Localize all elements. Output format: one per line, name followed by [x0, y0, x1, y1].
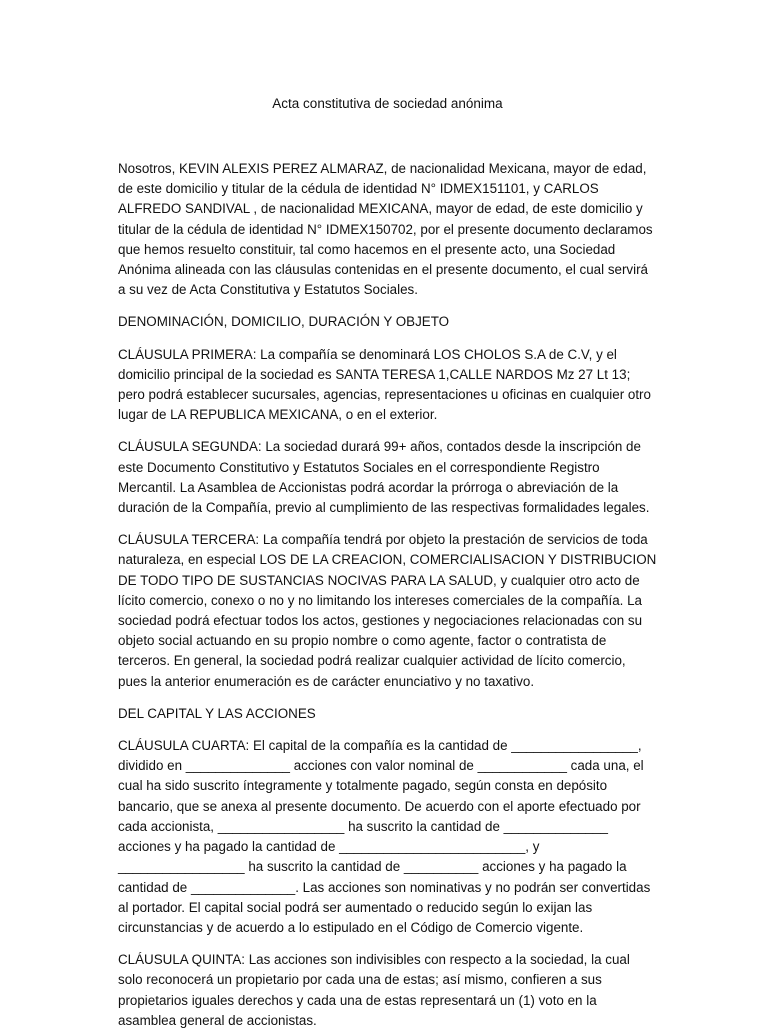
section-heading-denominacion: DENOMINACIÓN, DOMICILIO, DURACIÓN Y OBJETO	[118, 314, 450, 330]
document-title: Acta constitutiva de sociedad anónima	[272, 96, 503, 111]
clause-tercera: CLÁUSULA TERCERA: La compañía tendrá por objeto la prestación de servicios de toda naturaleza, en especial LOS DE LA CREACION, COMERCIALISACION Y DISTRIBUCION DE TODO TIPO DE SUSTANCIAS NOCIVAS PARA LA SALUD, y cualquier otro acto de lícito comercio, conexo o no y no limitando los intereses comerciales de la compañía. La sociedad podrá efectuar todos los actos, gestiones y negociaciones relacionadas con su objeto social actuando en su propio nombre o como agente, factor o contratista de terceros. En general, la sociedad podrá realizar cualquier actividad de lícito comercio, pues la anterior enumeración es de carácter enunciativo y no taxativo.	[118, 532, 657, 689]
clause-segunda: CLÁUSULA SEGUNDA: La sociedad durará 99+ años, contados desde la inscripción de este Documento Constitutivo y Estatutos Sociales en el correspondiente Registro Mercantil. La Asamblea de Accionistas podrá acordar la prórroga o abreviación de la duración de la Compañía, previo al cumplimiento de las respectivas formalidades legales.	[118, 439, 650, 516]
intro-paragraph: Nosotros, KEVIN ALEXIS PEREZ ALMARAZ, de nacionalidad Mexicana, mayor de edad, de este domicilio y titular de la cédula de identidad N° IDMEX151101, y CARLOS ALFREDO SANDIVAL , de nacionalidad MEXICANA, mayor de edad, de este domicilio y titular de la cédula de identidad N° IDMEX150702, por el presente documento declaramos que hemos resuelto constituir, tal como hacemos en el presente acto, una Sociedad Anónima alineada con las cláusulas contenidas en el presente documento, el cual servirá a su vez de Acta Constitutiva y Estatutos Sociales.	[118, 161, 653, 298]
section-heading-capital: DEL CAPITAL Y LAS ACCIONES	[118, 705, 316, 721]
clause-quinta: CLÁUSULA QUINTA: Las acciones son indivisibles con respecto a la sociedad, la cual solo reconocerá un propietario por cada una de estas; así mismo, confieren a sus propietarios iguales derechos y cada una de estas representará un (1) voto en la asamblea general de accionistas.	[118, 952, 630, 1028]
clause-cuarta: CLÁUSULA CUARTA: El capital de la compañía es la cantidad de _________________, dividido en ______________ acciones con valor nominal de ____________ cada una, el cual ha sido suscrito íntegramente y totalmente pagado, según consta en depósito bancario, que se anexa al presente documento. De acuerdo con el aporte efectuado por cada accionista, _________________ ha suscrito la cantidad de ______________ acciones y ha pagado la cantidad de _________________________, y _________________ ha suscrito la cantidad de __________ acciones y ha pagado la cantidad de ______________. Las acciones son nominativas y no podrán ser convertidas al portador. El capital social podrá ser aumentado o reducido según lo exijan las circunstancias y de acuerdo a lo estipulado en el Código de Comercio vigente.	[118, 738, 651, 935]
clause-primera: CLÁUSULA PRIMERA: La compañía se denominará LOS CHOLOS S.A de C.V, y el domicilio principal de la sociedad es SANTA TERESA 1,CALLE NARDOS Mz 27 Lt 13; pero podrá establecer sucursales, agencias, representaciones u oficinas en cualquier otro lugar de LA REPUBLICA MEXICANA, o en el exterior.	[118, 346, 651, 423]
